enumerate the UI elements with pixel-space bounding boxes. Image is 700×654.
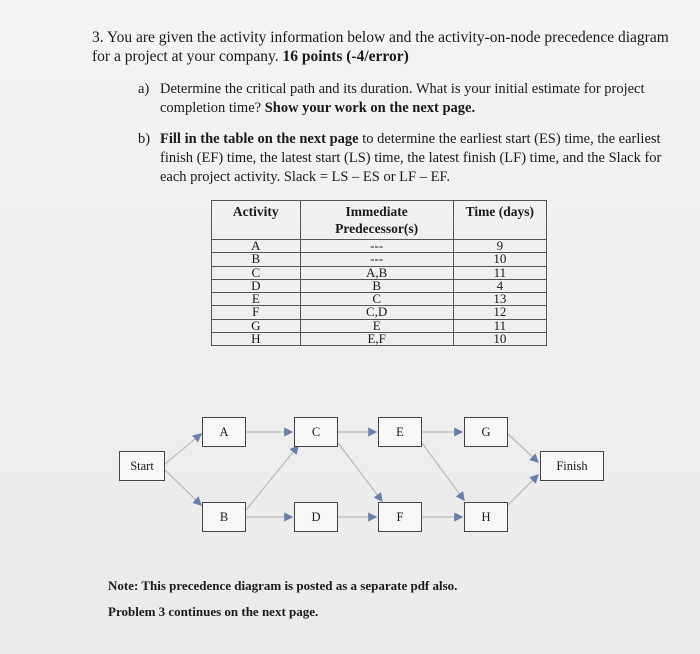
activity-table [211,200,547,346]
node-e: E [378,417,422,447]
node-h: H [464,502,508,532]
table-cell: 4 [453,279,546,292]
edge-h-finish [508,475,538,505]
part-a-text-wrap [160,80,678,118]
note-separate-pdf: Note: This precedence diagram is posted as a separate pdf also. [108,578,458,593]
table-row [212,333,547,346]
table-cell: B [212,253,301,266]
col-header-activity: Activity [212,201,301,240]
table-cell: C [212,266,301,279]
table-cell: --- [300,253,453,266]
question-points: 16 points (-4/error) [282,48,409,65]
edge-b-c [246,446,298,510]
table-cell: 11 [453,266,546,279]
edge-start-b [165,470,201,505]
part-a-label: a) [138,81,150,97]
node-g: G [464,417,508,447]
table-header-row [212,201,547,240]
part-a-text: Determine the critical path and its duration. What is your initial estimate for project completion time? [160,81,645,116]
table-cell: 12 [453,306,546,319]
col-header-predecessors: Immediate Predecessor(s) [300,201,453,240]
question-number: 3. [92,29,104,46]
edge-start-a [165,434,201,464]
part-b-text-wrap [160,130,678,187]
table-cell: E,F [300,333,453,346]
table-cell: E [300,319,453,332]
table-cell: 13 [453,293,546,306]
table-cell: B [300,279,453,292]
edge-g-finish [508,434,538,462]
table-cell: 11 [453,319,546,332]
table-cell: H [212,333,301,346]
table-cell: 10 [453,333,546,346]
part-b-bold: Fill in the table on the next page [160,131,359,147]
table-cell: 9 [453,240,546,253]
question-text [92,28,682,66]
part-b-label: b) [138,131,151,147]
node-f: F [378,502,422,532]
node-d: D [294,502,338,532]
table-cell: D [212,279,301,292]
table-cell: C,D [300,306,453,319]
table-cell: G [212,319,301,332]
col-header-time: Time (days) [453,201,546,240]
note-continues: Problem 3 continues on the next page. [108,604,319,619]
node-c: C [294,417,338,447]
table-cell: --- [300,240,453,253]
edge-c-f [338,443,382,501]
part-b [138,130,678,187]
question-body: You are given the activity information below and the activity-on-node precedence diagram for a project at your company. [92,29,669,65]
part-b-text: to determine the earliest start (ES) time, the earliest finish (EF) time, the latest start (LS) time, the latest finish (LF) time, and the Slack for each project activity. Slack = LS – ES or LF – EF. [160,131,662,185]
table-cell: E [212,293,301,306]
part-a [138,80,678,118]
node-b: B [202,502,246,532]
table-cell: A [212,240,301,253]
table-cell: 10 [453,253,546,266]
edge-e-h [422,443,464,500]
node-finish: Finish [540,451,604,481]
node-start: Start [119,451,165,481]
node-a: A [202,417,246,447]
table-cell: F [212,306,301,319]
table-cell: A,B [300,266,453,279]
table-cell: C [300,293,453,306]
part-a-bold: Show your work on the next page. [264,100,476,116]
